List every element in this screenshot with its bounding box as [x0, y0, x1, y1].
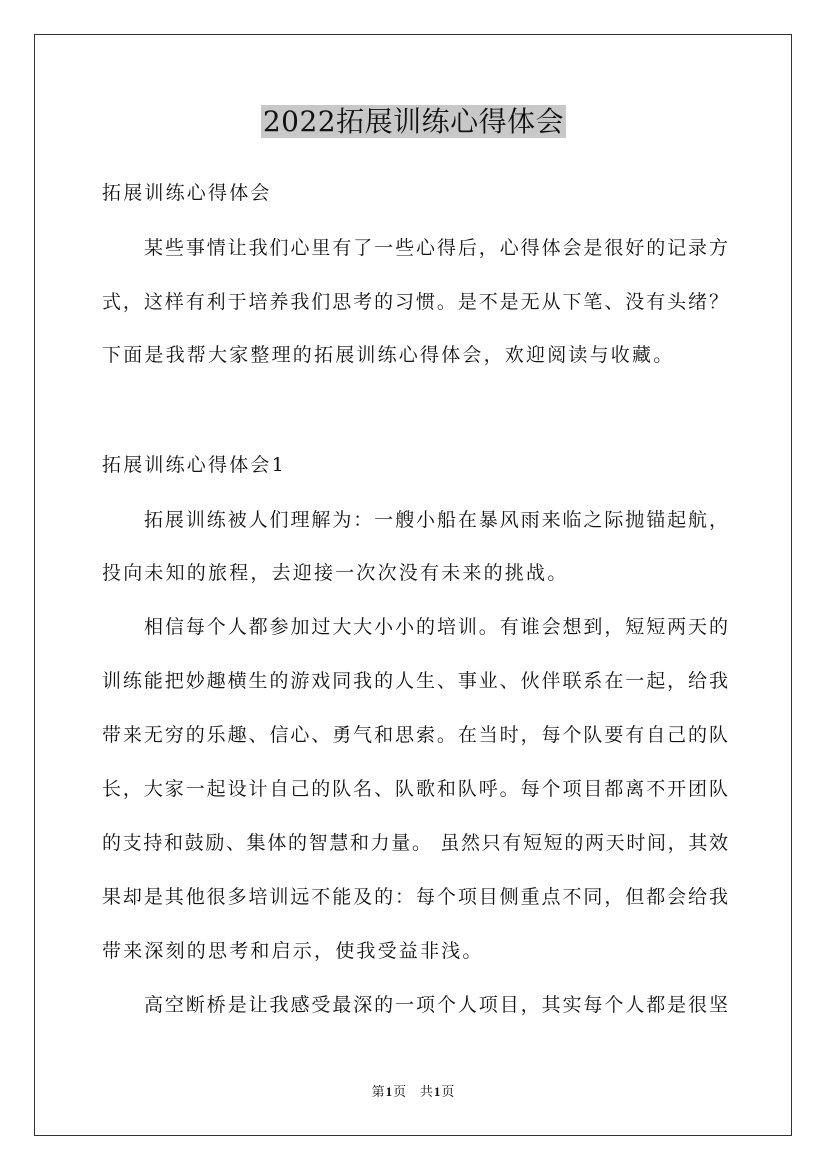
intro-line-3: 下面是我帮大家整理的拓展训练心得体会，欢迎阅读与收藏。 [102, 344, 675, 366]
footer-page-suffix: 页 [393, 1084, 408, 1099]
para2-line-7: 带来深刻的思考和启示，使我受益非浅。 [102, 940, 484, 962]
document-title [0, 100, 827, 144]
subtitle: 拓展训练心得体会 [102, 182, 272, 204]
section1-heading: 拓展训练心得体会1 [102, 454, 286, 476]
para2-line-5: 的支持和鼓励、集体的智慧和力量。 虽然只有短短的两天时间，其效 [102, 832, 728, 854]
footer-page-total: 1 [433, 1084, 442, 1099]
document-title-text: 2022拓展训练心得体会 [262, 105, 565, 138]
para2-line-3: 带来无穷的乐趣、信心、勇气和思索。在当时，每个队要有自己的队 [102, 724, 728, 746]
para2-line-2: 训练能把妙趣横生的游戏同我的人生、事业、伙伴联系在一起，给我 [102, 670, 728, 692]
para2-line-4: 长，大家一起设计自己的队名、队歌和队呼。每个项目都离不开团队 [102, 778, 728, 800]
intro-line-2: 式，这样有利于培养我们思考的习惯。是不是无从下笔、没有头绪？ [102, 291, 728, 313]
footer-total-prefix: 共 [419, 1084, 434, 1099]
intro-line-1: 某些事情让我们心里有了一些心得后，心得体会是很好的记录方 [144, 237, 728, 259]
para2-line-1: 相信每个人都参加过大大小小的培训。有谁会想到，短短两天的 [144, 616, 728, 638]
page-footer [0, 1083, 827, 1101]
para2-line-6: 果却是其他很多培训远不能及的：每个项目侧重点不同，但都会给我 [102, 886, 728, 908]
para3-line-1: 高空断桥是让我感受最深的一项个人项目，其实每个人都是很坚 [144, 994, 728, 1016]
footer-total-suffix: 页 [441, 1084, 456, 1099]
footer-page-current: 1 [385, 1084, 394, 1099]
footer-page-prefix: 第 [371, 1084, 386, 1099]
para1-line-2: 投向未知的旅程，去迎接一次次没有未来的挑战。 [102, 562, 569, 584]
para1-line-1: 拓展训练被人们理解为：一艘小船在暴风雨来临之际抛锚起航， [144, 509, 728, 531]
